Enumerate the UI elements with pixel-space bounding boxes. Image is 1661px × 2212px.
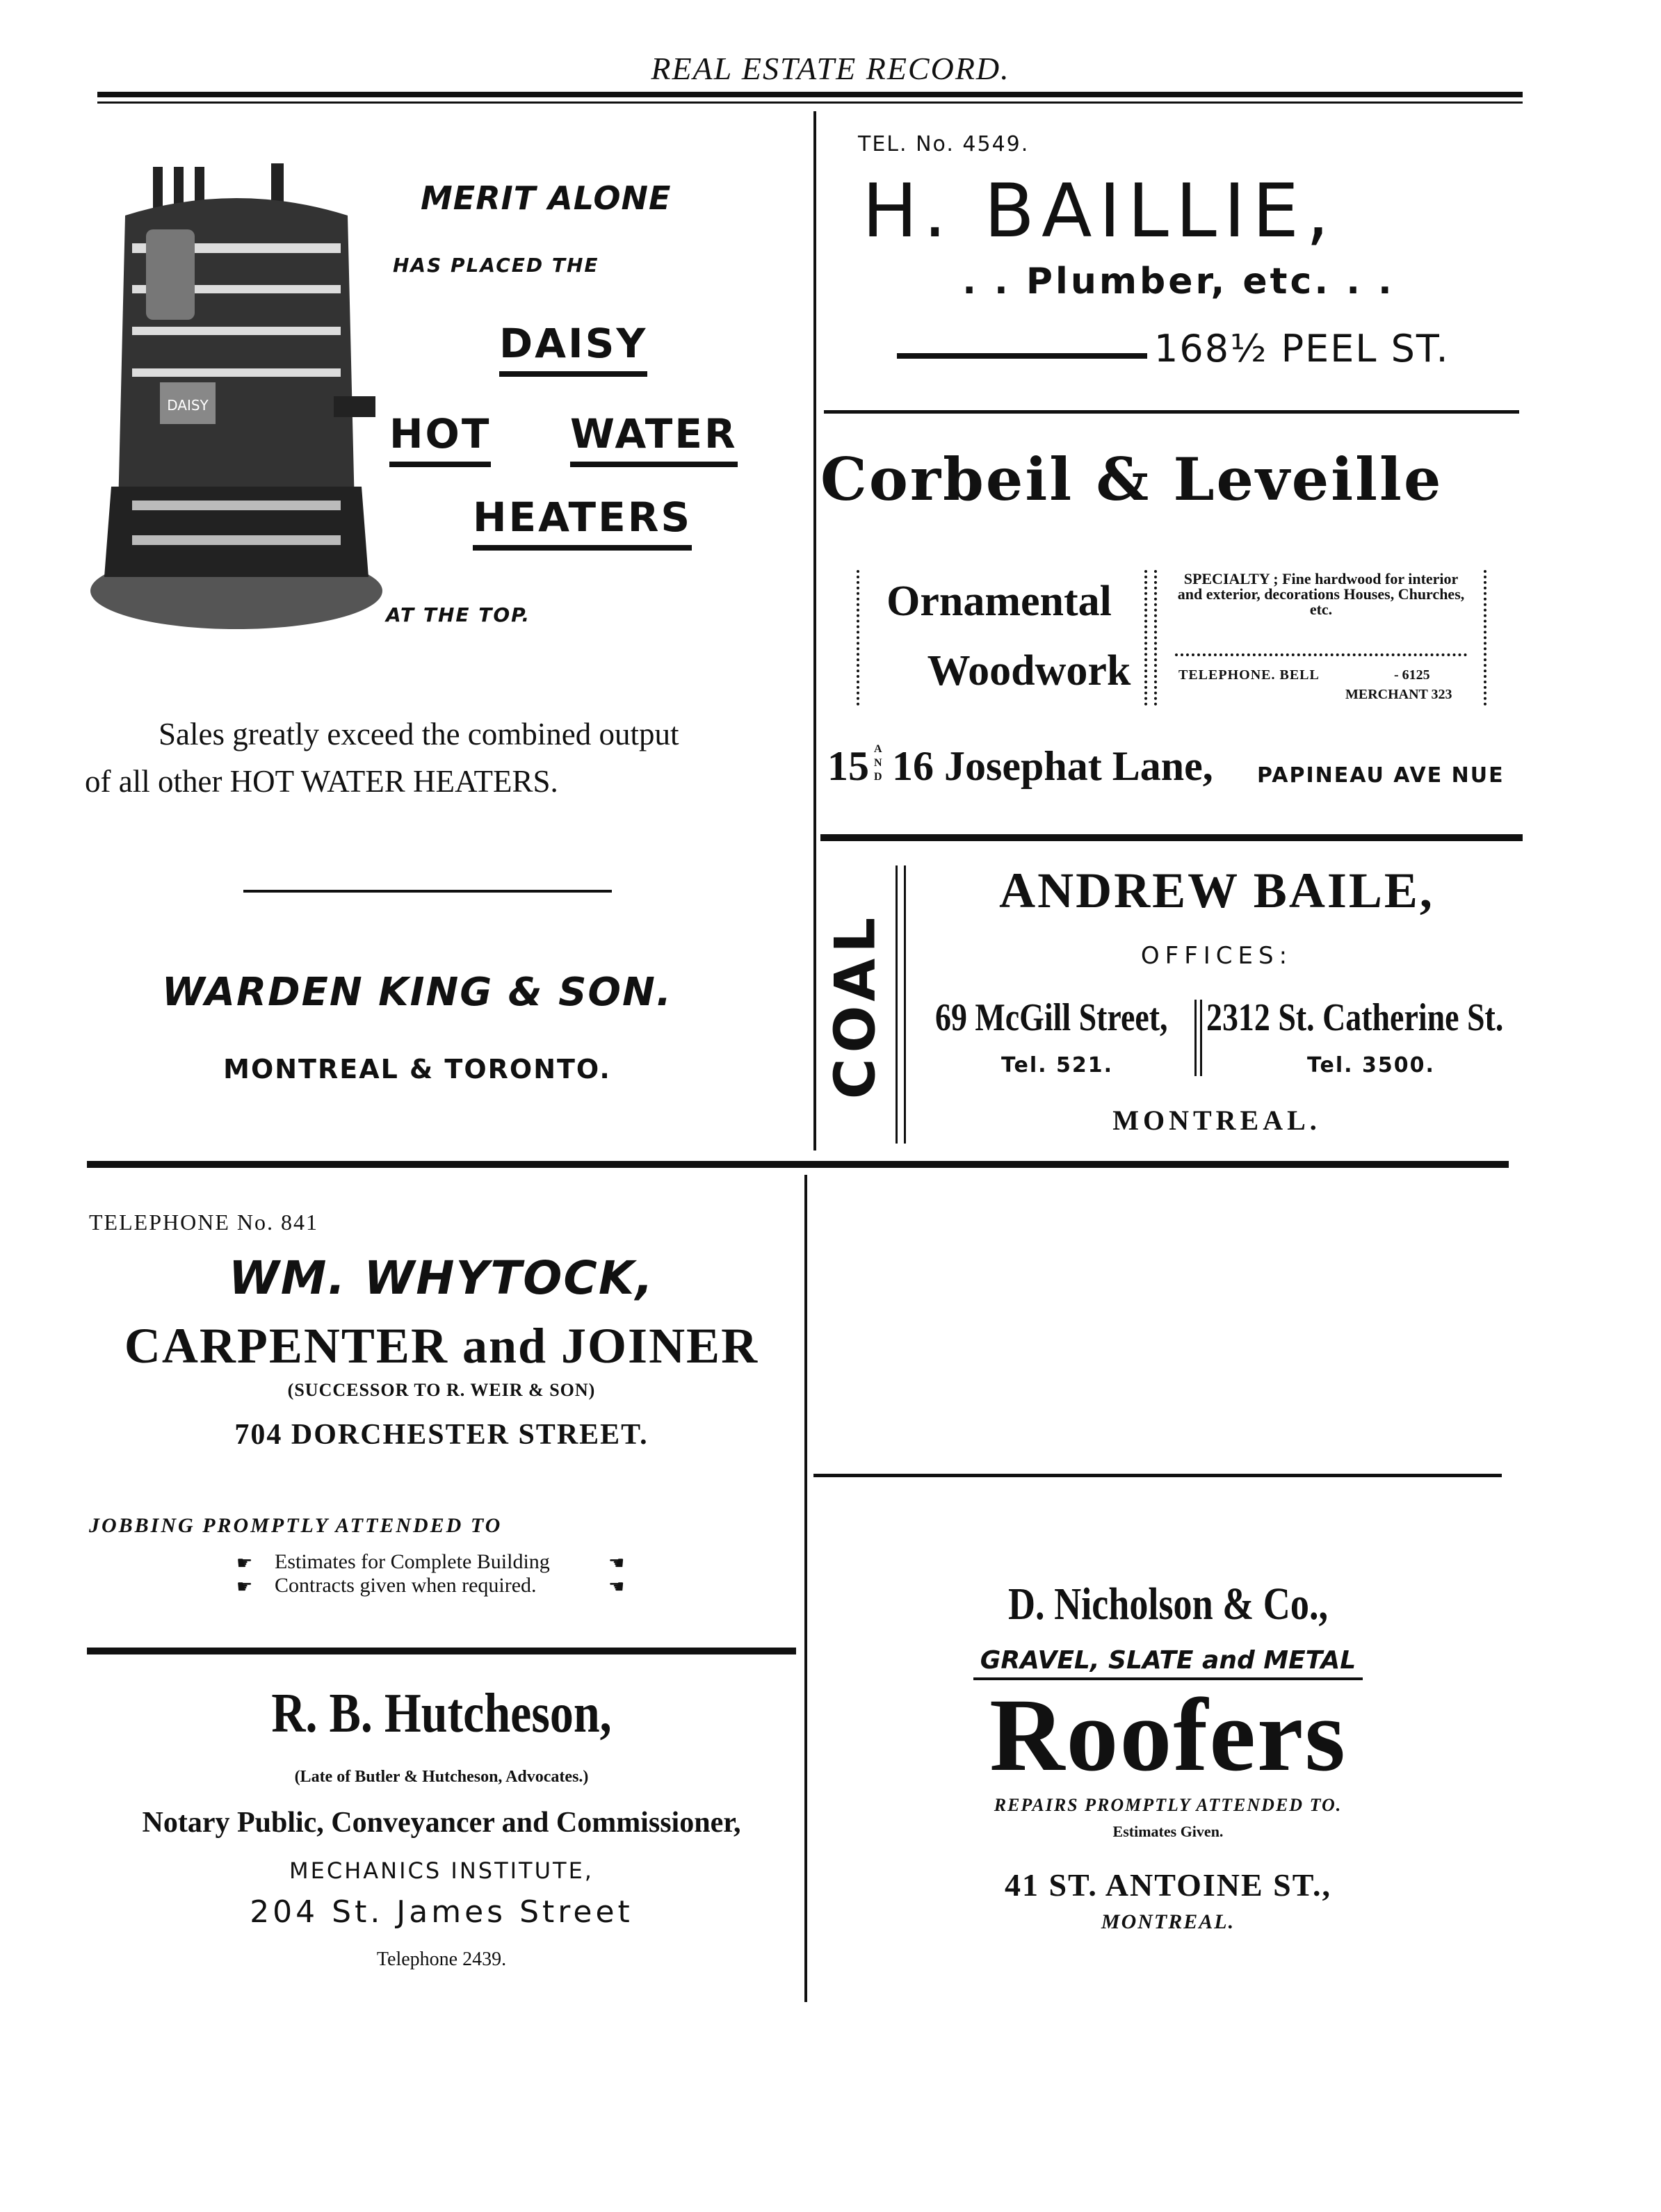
header-rule-thin: [97, 101, 1523, 104]
baile-vline-1: [896, 865, 898, 1144]
corbeil-tel-label: TELEPHONE. BELL: [1178, 667, 1320, 683]
baillie-address: 168½ PEEL ST.: [1154, 327, 1450, 371]
header-rule: [97, 92, 1523, 97]
whytock-hand-icon-1: ☛: [236, 1553, 253, 1573]
merit-alone: MERIT ALONE: [421, 179, 672, 217]
whytock-address: 704 DORCHESTER STREET.: [234, 1419, 649, 1451]
whytock-tel: TELEPHONE No. 841: [89, 1210, 318, 1235]
baillie-address-rule: [897, 353, 1147, 359]
corbeil-address-ave: PAPINEAU AVE NUE: [1257, 763, 1505, 788]
nicholson-repairs: REPAIRS PROMPTLY ATTENDED TO.: [994, 1795, 1343, 1815]
column-divider-top: [813, 111, 816, 1150]
baile-office-1: 69 McGill Street,: [935, 996, 1168, 1039]
nicholson-name: D. Nicholson & Co.,: [1007, 1579, 1329, 1629]
has-placed-the: HAS PLACED THE: [393, 254, 599, 277]
nicholson-address: 41 ST. ANTOINE ST.,: [1004, 1867, 1332, 1903]
baile-tel-2: Tel. 3500.: [1307, 1053, 1435, 1077]
hutcheson-name: R. B. Hutcheson,: [271, 1683, 612, 1744]
whytock-line-2: Contracts given when required.: [275, 1574, 537, 1597]
baile-office-divider-1: [1194, 1000, 1197, 1076]
warden-king-firm: WARDEN KING & SON.: [161, 970, 673, 1015]
warden-king-cities: MONTREAL & TORONTO.: [223, 1054, 611, 1084]
nicholson-top-rule: [813, 1474, 1502, 1477]
whytock-hand-icon-3: ☛: [236, 1577, 253, 1597]
daisy-word: DAISY: [499, 320, 647, 377]
baillie-trade: . . Plumber, etc. . .: [962, 261, 1395, 302]
corbeil-address-num-a: 15: [827, 743, 869, 789]
whytock-trade: CARPENTER and JOINER: [124, 1318, 759, 1374]
corbeil-name: Corbeil & Leveille: [820, 445, 1443, 514]
corbeil-specialty: SPECIALTY ; Fine hardwood for interior and exterior, decorations Houses, Churches, etc.: [1177, 570, 1465, 618]
baile-name: ANDREW BAILE,: [999, 863, 1434, 918]
nicholson-materials: GRAVEL, SLATE and METAL: [973, 1646, 1363, 1680]
baillie-separator: [824, 410, 1519, 414]
baile-offices: OFFICES:: [1140, 942, 1293, 970]
whytock-hand-icon-4: ☚: [608, 1577, 625, 1597]
baile-vline-2: [904, 865, 906, 1144]
whytock-jobbing: JOBBING PROMPTLY ATTENDED TO: [89, 1514, 503, 1537]
whytock-line-1: Estimates for Complete Building: [275, 1550, 550, 1573]
whytock-hand-icon-2: ☚: [608, 1553, 625, 1573]
baillie-name: H. BAILLIE,: [862, 168, 1336, 254]
heater-illustration: [83, 160, 389, 633]
running-head: REAL ESTATE RECORD.: [651, 51, 1010, 86]
hutcheson-address: 204 St. James Street: [250, 1894, 633, 1930]
midpage-rule: [87, 1161, 1509, 1168]
corbeil-tel-merchant: MERCHANT 323: [1345, 687, 1452, 702]
baile-office-2: 2312 St. Catherine St.: [1206, 996, 1504, 1039]
hutcheson-tel: Telephone 2439.: [376, 1949, 507, 1970]
baile-city: MONTREAL.: [1112, 1105, 1321, 1136]
hutcheson-late: (Late of Butler & Hutcheson, Advocates.): [294, 1768, 589, 1786]
whytock-name: WM. WHYTOCK,: [228, 1251, 655, 1305]
nicholson-estimates: Estimates Given.: [1112, 1823, 1224, 1840]
daisy-separator: [243, 890, 612, 893]
sales-text-line1: Sales greatly exceed the combined output: [159, 717, 679, 751]
heater-plate-text: DAISY: [167, 397, 209, 414]
hot-word: HOT: [389, 410, 491, 467]
baile-office-divider-2: [1200, 1000, 1202, 1076]
corbeil-address-and: AND: [874, 743, 882, 783]
whytock-separator: [87, 1648, 796, 1654]
nicholson-trade: Roofers: [989, 1677, 1347, 1793]
baile-tel-1: Tel. 521.: [1001, 1053, 1113, 1077]
corbeil-separator: [820, 834, 1523, 841]
baillie-tel: TEL. No. 4549.: [858, 132, 1030, 156]
whytock-successor: (SUCCESSOR TO R. WEIR & SON): [287, 1380, 596, 1400]
water-word: WATER: [570, 410, 738, 467]
corbeil-tel-bell: - 6125: [1394, 667, 1430, 683]
column-divider-bottom: [804, 1175, 807, 2002]
heaters-word: HEATERS: [473, 494, 692, 551]
hutcheson-titles: Notary Public, Conveyancer and Commissioner,: [142, 1807, 741, 1839]
hutcheson-institute: MECHANICS INSTITUTE,: [289, 1857, 594, 1884]
sales-text-line2: of all other HOT WATER HEATERS.: [85, 764, 558, 799]
corbeil-dotted-rule: [1175, 653, 1467, 656]
corbeil-ornamental: Ornamental: [886, 578, 1112, 625]
at-the-top: AT THE TOP.: [386, 603, 531, 626]
nicholson-city: MONTREAL.: [1101, 1910, 1235, 1933]
corbeil-address-num-b: 16 Josephat Lane,: [892, 743, 1213, 789]
corbeil-woodwork: Woodwork: [927, 647, 1131, 694]
baile-coal: COAL: [823, 911, 888, 1100]
